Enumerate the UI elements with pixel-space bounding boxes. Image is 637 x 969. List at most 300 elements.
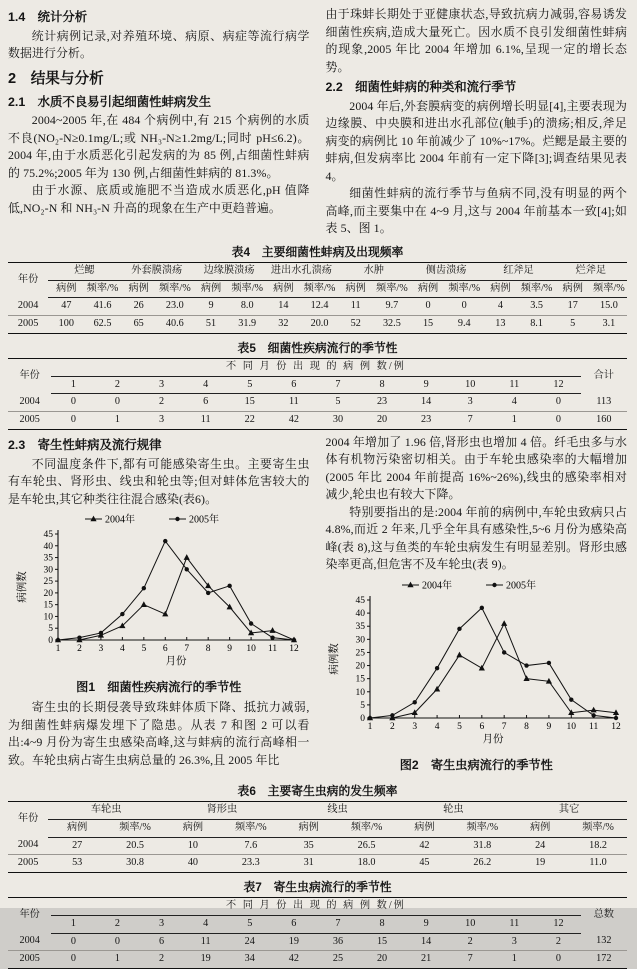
value-cell: 42 [288, 953, 299, 965]
value-cell: 3 [448, 394, 492, 412]
value-cell: 23 [421, 414, 432, 426]
cases-subheader: 病例 [511, 819, 569, 837]
triangle-marker [140, 601, 146, 607]
value-cell: 2 [159, 953, 165, 965]
group-header: 水肿 [338, 262, 410, 280]
x-tick-label: 9 [227, 644, 232, 655]
y-tick-label: 45 [355, 595, 366, 606]
circle-marker [184, 567, 188, 571]
circle-marker [98, 631, 102, 635]
middle-columns [8, 434, 627, 777]
cases-subheader: 病例 [121, 280, 157, 298]
axes [370, 596, 616, 718]
triangle-marker [479, 665, 485, 671]
figure-1-chart [14, 510, 304, 678]
paragraph-water-cause: 由于水源、底质或施肥不当造成水质恶化,pH 值降低,NO₂-N 和 NH₃-N 升高的现象在生产中更趋普遍。 [8, 183, 310, 215]
value-cell: 12.4 [301, 298, 337, 316]
section-2-2-heading: 2.2 细菌性蚌病的种类和流行季节 [325, 80, 517, 94]
value-cell: 62.5 [93, 318, 112, 330]
y-tick-label: 0 [360, 713, 366, 724]
table-row [8, 837, 627, 855]
x-tick-label: 1 [55, 644, 61, 655]
top-left-column [8, 6, 310, 238]
value-cell: 42 [288, 414, 299, 426]
circle-marker [270, 636, 274, 640]
value-cell: 52 [350, 318, 361, 330]
month-subheader: 9 [404, 376, 448, 394]
value-cell: 18.2 [569, 837, 627, 855]
legend-entry [402, 578, 452, 591]
value-cell: 0 [70, 953, 76, 965]
value-cell: 31.8 [453, 837, 511, 855]
group-header: 侧齿溃疡 [410, 262, 482, 280]
circle-marker [592, 713, 596, 717]
frequency-subheader: 频率/% [229, 280, 265, 298]
value-cell: 15 [360, 933, 404, 951]
x-tick-label: 12 [289, 644, 299, 655]
y-tick-label: 15 [43, 600, 53, 611]
value-cell: 30.8 [126, 857, 144, 869]
value-cell: 17 [555, 298, 591, 316]
paragraph-parasites: 不同温度条件下,都有可能感染寄生虫。主要寄生虫有车轮虫、肾形虫、线虫和轮虫等;但对蚌体危害较大的是车轮虫,其它种类往往混合感染(表6)。 [8, 456, 310, 506]
value-cell: 3.5 [518, 298, 554, 316]
value-cell: 41.6 [84, 298, 120, 316]
value-cell: 2 [536, 933, 580, 951]
value-cell: 0 [95, 394, 139, 412]
month-subheader: 8 [360, 915, 404, 933]
circle-marker [525, 663, 529, 667]
value-cell: 21 [421, 953, 432, 965]
value-cell: 26.2 [473, 857, 492, 869]
value-cell: 11 [184, 933, 228, 951]
year-header: 年份 [17, 273, 39, 285]
paragraph-increase: 2004 年增加了 1.96 倍,肾形虫也增加 4 倍。纤毛虫多与水体有机物污染密切相关。由于车轮虫感染率的大幅增加(2005 年比 2004 年前提高 16%~26%),线虫的感染率相对减少,轮虫也有较大下降。 [325, 434, 627, 502]
value-cell: 34 [244, 953, 255, 965]
year-cell: 2005 [17, 857, 39, 869]
cases-subheader: 病例 [410, 280, 446, 298]
total-header: 总数 [593, 909, 614, 921]
triangle-marker [501, 620, 507, 626]
section-2-heading: 2 结果与分析 [8, 70, 104, 87]
group-header: 烂斧足 [555, 262, 627, 280]
x-tick-label: 6 [162, 644, 168, 655]
triangle-marker [269, 627, 275, 633]
year-cell: 2004 [8, 298, 48, 316]
month-subheader: 3 [140, 376, 184, 394]
year-cell: 2005 [17, 318, 39, 330]
circle-marker [413, 700, 417, 704]
value-cell: 2 [448, 933, 492, 951]
value-cell: 7 [467, 953, 473, 965]
circle-marker [206, 591, 210, 595]
month-subheader: 4 [184, 915, 228, 933]
triangle-marker [408, 582, 414, 588]
value-cell: 0 [555, 414, 562, 426]
x-tick-label: 8 [205, 644, 211, 655]
value-cell: 40 [187, 857, 199, 869]
month-subheader: 12 [536, 915, 580, 933]
circle-marker [390, 713, 394, 717]
month-subheader: 6 [272, 915, 316, 933]
value-cell: 40.6 [165, 318, 184, 330]
y-tick-label: 45 [43, 530, 53, 541]
value-cell: 19 [535, 857, 546, 869]
month-subheader: 3 [140, 915, 184, 933]
value-cell: 1 [511, 953, 517, 965]
month-subheader: 5 [228, 376, 272, 394]
month-subheader: 10 [448, 915, 492, 933]
value-cell: 35 [280, 837, 338, 855]
circle-marker [163, 539, 167, 543]
circle-marker [480, 606, 484, 610]
value-cell: 24 [511, 837, 569, 855]
value-cell: 24 [228, 933, 272, 951]
circle-marker [569, 697, 573, 701]
frequency-subheader: 频率/% [301, 280, 337, 298]
table-row [8, 855, 627, 873]
month-subheader: 2 [95, 376, 139, 394]
year-cell: 2004 [8, 837, 48, 855]
y-tick-label: 0 [48, 636, 53, 647]
value-cell: 0 [51, 394, 95, 412]
series-2004年 [55, 554, 297, 642]
legend-entry [169, 513, 219, 526]
value-cell: 15 [228, 394, 272, 412]
table-row [8, 394, 627, 412]
frequency-subheader: 频率/% [222, 819, 280, 837]
table-5 [8, 358, 627, 430]
figure-1-caption: 图1 细菌性疾病流行的季节性 [76, 680, 242, 695]
cases-subheader: 病例 [395, 819, 453, 837]
circle-marker [435, 666, 439, 670]
value-cell: 13 [495, 318, 506, 330]
value-cell: 5 [316, 394, 360, 412]
triangle-marker [591, 707, 597, 713]
y-tick-label: 15 [355, 674, 366, 685]
total-cell: 113 [581, 394, 627, 412]
x-tick-label: 7 [502, 721, 507, 732]
figure-2-chart [326, 576, 626, 756]
top-right-column [326, 6, 628, 238]
circle-marker [249, 622, 253, 626]
month-subheader: 11 [492, 376, 536, 394]
y-tick-label: 40 [355, 609, 366, 620]
group-header: 车轮虫 [48, 801, 164, 819]
group-header: 其它 [511, 801, 627, 819]
legend-label: 2004年 [422, 580, 453, 592]
circle-marker [227, 584, 231, 588]
value-cell: 19 [200, 953, 211, 965]
x-tick-label: 2 [76, 644, 82, 655]
total-cell: 160 [596, 414, 612, 426]
value-cell: 1 [114, 953, 121, 965]
cases-subheader: 病例 [555, 280, 591, 298]
value-cell: 7.6 [222, 837, 280, 855]
y-tick-label: 25 [355, 648, 366, 659]
value-cell: 45 [419, 857, 430, 869]
paragraph-mantle-lesion: 2004 年后,外套膜病变的病例增长明显[4],主要表现为边缘膜、中央膜和进出水孔部位(触手)的溃疡;相反,斧足病变的病例比 10 年前减少了 10%~17%。烂鳃是最主要的蚌病,但发病率比 2004 年前有一定下降[3];调查结果见表 4。 [325, 98, 627, 183]
month-subheader: 1 [51, 915, 95, 933]
value-cell: 23.3 [241, 857, 260, 869]
x-tick-label: 3 [412, 721, 418, 732]
paragraph-statistics: 统计病例记录,对养殖环境、病原、病症等流行病学数据进行分析。 [8, 28, 310, 61]
cases-subheader: 病例 [193, 280, 229, 298]
triangle-marker [183, 554, 189, 560]
table-row [8, 316, 627, 334]
group-header: 肾形虫 [164, 801, 280, 819]
series-line [370, 608, 616, 718]
value-cell: 0 [51, 933, 95, 951]
table-6 [8, 801, 627, 873]
value-cell: 0 [95, 933, 139, 951]
group-header: 进出水孔溃疡 [265, 262, 337, 280]
value-cell: 11 [272, 394, 316, 412]
middle-right-column [326, 434, 628, 777]
triangle-marker [90, 516, 96, 522]
legend-entry [486, 578, 536, 591]
value-cell: 2 [140, 394, 184, 412]
table-row [8, 412, 627, 430]
month-subheader: 10 [448, 376, 492, 394]
group-header: 轮虫 [395, 801, 511, 819]
frequency-subheader: 频率/% [84, 280, 120, 298]
month-subheader: 9 [404, 915, 448, 933]
cases-subheader: 病例 [265, 280, 301, 298]
value-cell: 8.1 [530, 318, 543, 330]
paragraph-water-quality: 2004~2005 年,在 484 个病例中,有 215 个病例的水质不良(NO₂-N≥0.1mg/L;或 NH₃-N≥1.2mg/L;同时 pH≤6.2)。2004 年,由于水质恶化引起发病的为 85 例,占细菌性蚌病的 75.2%;2005 年为 130 例,占细菌性蚌病的 81.3%。 [8, 113, 310, 180]
figure-2-caption: 图2 寄生虫病流行的季节性 [399, 757, 553, 772]
year-cell: 2005 [19, 414, 40, 426]
value-cell: 3 [492, 933, 536, 951]
value-cell: 32 [278, 318, 289, 330]
cases-subheader: 病例 [164, 819, 222, 837]
value-cell: 0 [446, 298, 482, 316]
x-tick-label: 5 [457, 721, 463, 732]
paragraph-season: 细菌性蚌病的流行季节与鱼病不同,没有明显的两个高峰,而主要集中在 4~9 月,这与 2004 年前基本一致[4];如表 5、图 1。 [325, 186, 627, 236]
value-cell: 20.0 [310, 318, 329, 330]
value-cell: 19 [272, 933, 316, 951]
month-subheader: 7 [316, 376, 360, 394]
table-row [8, 951, 627, 969]
group-header: 烂鳃 [48, 262, 120, 280]
value-cell: 20 [376, 414, 388, 426]
value-cell: 25 [332, 953, 344, 965]
legend-label: 2004年 [104, 514, 135, 526]
total-cell: 172 [596, 953, 612, 965]
circle-marker [502, 650, 506, 654]
paragraph-subhealth: 由于珠蚌长期处于亚健康状态,导致抗病力减弱,容易诱发细菌性疾病,造成大量死亡。因水质不良引发细菌性蚌病的现象,2005 年比 2004 年增加 6.1%,呈现一定的增长态势。 [325, 7, 627, 74]
group-header: 边缘膜溃疡 [193, 262, 265, 280]
value-cell: 7 [467, 414, 473, 426]
triangle-marker [457, 652, 463, 658]
cases-subheader: 病例 [48, 819, 106, 837]
month-subheader: 8 [360, 376, 404, 394]
value-cell: 15 [422, 318, 434, 330]
x-tick-label: 7 [184, 644, 189, 655]
year-cell: 2004 [8, 394, 51, 412]
x-tick-label: 4 [119, 644, 125, 655]
circle-marker [175, 517, 179, 521]
legend-entry [85, 513, 135, 526]
months-span-header: 不 同 月 份 出 现 的 病 例 数/例 [51, 898, 580, 916]
y-tick-label: 20 [355, 661, 366, 672]
frequency-subheader: 频率/% [106, 819, 164, 837]
year-header: 年份 [19, 909, 40, 921]
table-4-caption: 表4 主要细菌性蚌病及出现频率 [231, 244, 404, 259]
series-line [58, 558, 294, 640]
value-cell: 14 [265, 298, 301, 316]
x-tick-label: 12 [611, 721, 621, 732]
value-cell: 53 [72, 857, 83, 869]
value-cell: 0 [555, 953, 562, 965]
y-tick-label: 35 [43, 553, 53, 564]
value-cell: 100 [58, 318, 74, 330]
value-cell: 1 [114, 414, 121, 426]
months-span-header: 不 同 月 份 出 现 的 病 例 数/例 [51, 358, 580, 376]
top-columns [8, 6, 627, 238]
month-subheader: 7 [316, 915, 360, 933]
section-2-3-heading: 2.3 寄生性蚌病及流行规律 [8, 437, 162, 452]
table-7-caption: 表7 寄生虫病流行的季节性 [243, 880, 392, 895]
series-2005年 [56, 539, 296, 642]
value-cell: 9.7 [374, 298, 410, 316]
frequency-subheader: 频率/% [157, 280, 193, 298]
circle-marker [292, 638, 296, 642]
x-tick-label: 11 [267, 644, 277, 655]
table-row [8, 933, 627, 951]
value-cell: 9 [193, 298, 229, 316]
total-header: 合计 [593, 370, 614, 381]
circle-marker [547, 661, 551, 665]
value-cell: 4 [482, 298, 518, 316]
circle-marker [493, 583, 497, 587]
value-cell: 42 [395, 837, 453, 855]
paragraph-trichodina: 特别要指出的是:2004 年前的病例中,车轮虫致病只占 4.8%,而近 2 年来,几乎全年具有感染性,5~6 月份为感染高峰(表 8),这与鱼类的车轮虫病发生有明显差别。肾形虫感染率更高,但危害不及车轮虫(表 9)。 [325, 504, 627, 572]
value-cell: 32.5 [382, 318, 401, 330]
x-tick-label: 5 [141, 644, 146, 655]
table-7 [8, 897, 627, 969]
year-cell: 2004 [8, 933, 51, 951]
month-subheader: 12 [536, 376, 580, 394]
value-cell: 31.9 [238, 318, 257, 330]
value-cell: 5 [570, 318, 576, 330]
y-tick-label: 5 [48, 624, 53, 635]
month-subheader: 1 [51, 376, 95, 394]
frequency-subheader: 频率/% [338, 819, 396, 837]
value-cell: 51 [205, 318, 217, 330]
cases-subheader: 病例 [48, 280, 84, 298]
value-cell: 6 [140, 933, 184, 951]
circle-marker [458, 627, 462, 631]
section-2-1-heading: 2.1 水质不良易引起细菌性蚌病发生 [8, 94, 212, 109]
y-tick-label: 5 [360, 700, 366, 711]
year-header: 年份 [19, 370, 40, 381]
value-cell: 0 [410, 298, 446, 316]
series-line [370, 624, 616, 718]
y-tick-label: 10 [43, 612, 53, 623]
value-cell: 20 [376, 953, 388, 965]
x-axis-label: 月份 [482, 733, 504, 745]
table-5-caption: 表5 细菌性疾病流行的季节性 [237, 340, 398, 355]
total-cell: 132 [581, 933, 627, 951]
group-header: 红斧足 [482, 262, 554, 280]
x-tick-label: 1 [367, 721, 373, 732]
value-cell: 3 [159, 414, 165, 426]
section-1-4-heading: 1.4 统计分析 [8, 10, 88, 24]
y-axis-label: 病例数 [329, 643, 341, 675]
middle-left-column [8, 434, 310, 777]
value-cell: 11 [200, 414, 211, 426]
group-header: 外套膜溃疡 [121, 262, 193, 280]
cases-subheader: 病例 [338, 280, 374, 298]
figure-1 [8, 510, 310, 695]
x-tick-label: 6 [479, 721, 485, 732]
x-tick-label: 4 [434, 721, 440, 732]
y-tick-label: 25 [43, 577, 53, 588]
value-cell: 65 [133, 318, 144, 330]
paragraph-parasite-effect: 寄生虫的长期侵袭导致珠蚌体质下降、抵抗力减弱,为细菌性蚌病爆发埋下了隐患。从表 7 和图 2 可以看出:4~9 月份为寄生虫感染高峰,这与蚌病的流行高峰相一致。车轮虫病占寄生虫病总量的 26.3%,且 2005 年比 [8, 700, 310, 767]
y-tick-label: 35 [355, 622, 366, 633]
x-tick-label: 10 [566, 721, 577, 732]
circle-marker [120, 612, 124, 616]
x-tick-label: 2 [390, 721, 395, 732]
circle-marker [614, 716, 618, 720]
figure-2 [326, 576, 628, 773]
value-cell: 23.0 [157, 298, 193, 316]
value-cell: 36 [316, 933, 360, 951]
value-cell: 27 [48, 837, 106, 855]
y-tick-label: 30 [43, 565, 53, 576]
value-cell: 11.0 [589, 857, 607, 869]
value-cell: 9.4 [457, 318, 471, 330]
x-tick-label: 8 [524, 721, 530, 732]
x-tick-label: 10 [246, 644, 256, 655]
year-header: 年份 [17, 813, 39, 825]
value-cell: 31 [303, 857, 314, 869]
frequency-subheader: 频率/% [446, 280, 482, 298]
value-cell: 30 [332, 414, 344, 426]
y-tick-label: 30 [355, 635, 366, 646]
legend-label: 2005年 [188, 514, 219, 526]
value-cell: 26 [121, 298, 157, 316]
month-subheader: 6 [272, 376, 316, 394]
frequency-subheader: 频率/% [569, 819, 627, 837]
circle-marker [368, 716, 372, 720]
series-2005年 [368, 606, 618, 721]
year-cell: 2005 [19, 953, 40, 965]
value-cell: 11 [338, 298, 374, 316]
frequency-subheader: 频率/% [591, 280, 627, 298]
cases-subheader: 病例 [482, 280, 518, 298]
y-tick-label: 10 [355, 687, 366, 698]
y-tick-label: 20 [43, 589, 53, 600]
value-cell: 10 [164, 837, 222, 855]
value-cell: 47 [48, 298, 84, 316]
y-tick-label: 40 [43, 541, 53, 552]
x-tick-label: 11 [589, 721, 599, 732]
value-cell: 23 [360, 394, 404, 412]
x-tick-label: 3 [98, 644, 104, 655]
month-subheader: 2 [95, 915, 139, 933]
value-cell: 14 [404, 394, 448, 412]
x-tick-label: 9 [546, 721, 552, 732]
table-4 [8, 262, 627, 334]
series-line [58, 541, 294, 640]
cases-subheader: 病例 [280, 819, 338, 837]
value-cell: 20.5 [106, 837, 164, 855]
month-subheader: 11 [492, 915, 536, 933]
triangle-marker [524, 675, 530, 681]
